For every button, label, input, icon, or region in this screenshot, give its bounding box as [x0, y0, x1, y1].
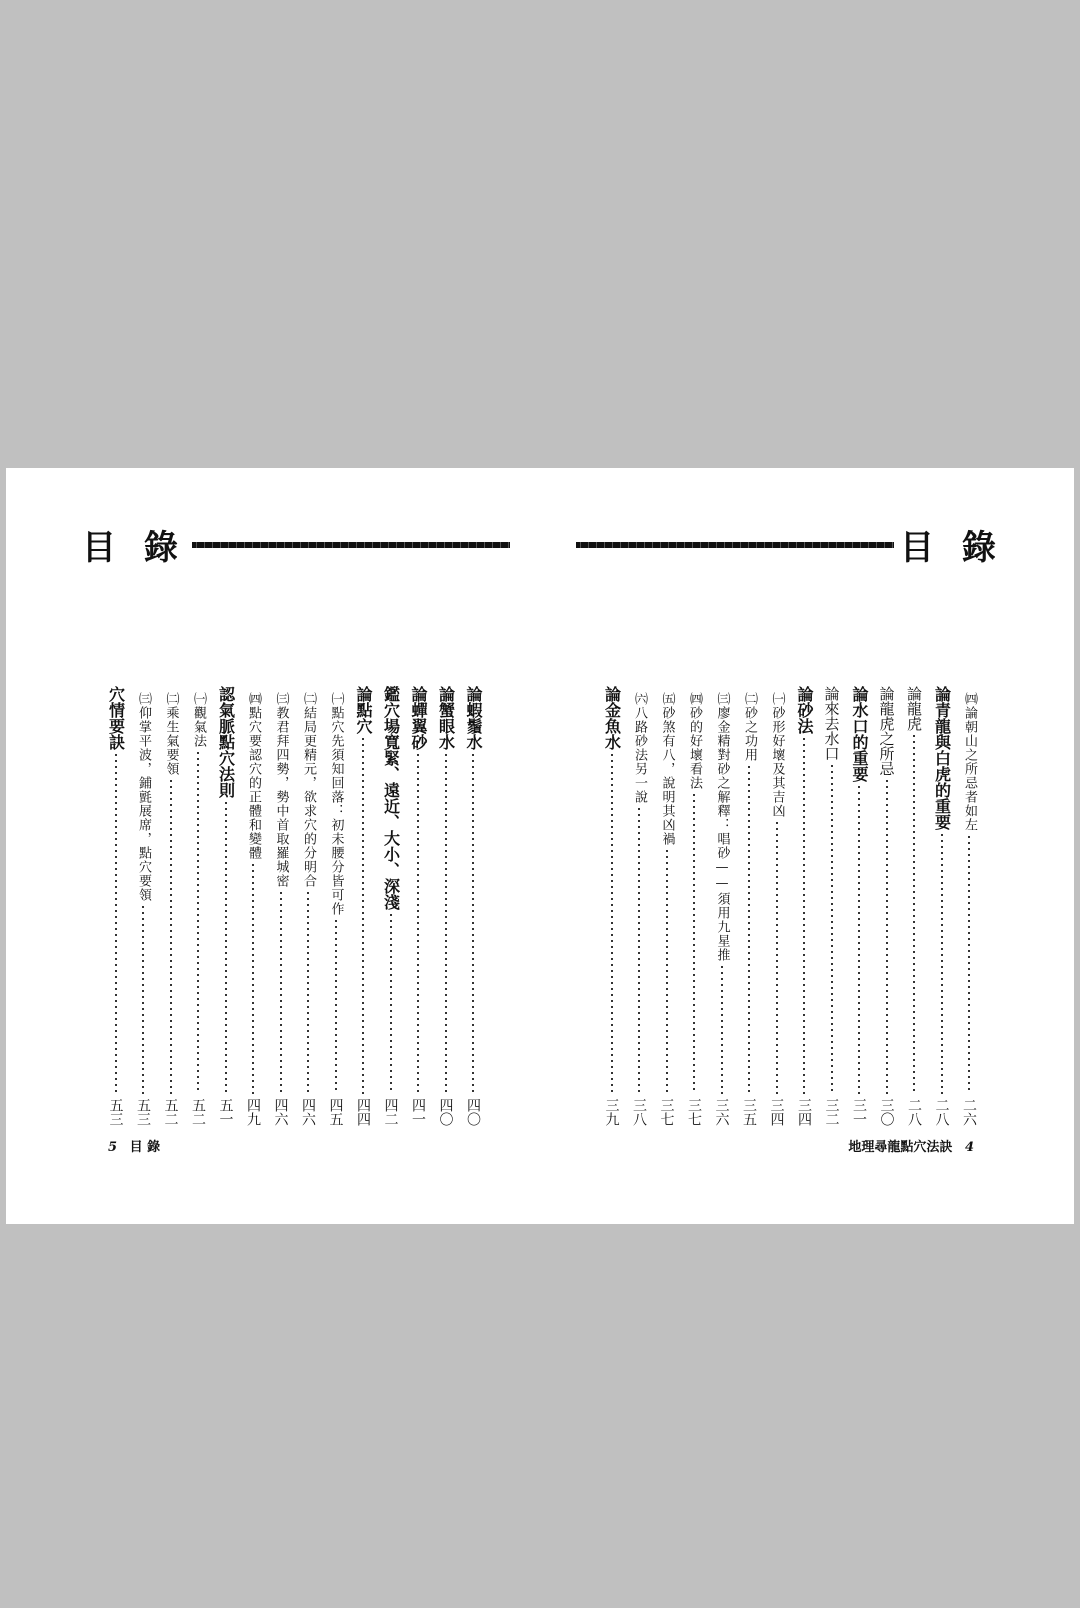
dot-leader [472, 754, 474, 1094]
dot-leader [913, 735, 915, 1094]
toc-entry-page: 三七 [658, 1098, 675, 1126]
dot-leader [225, 802, 227, 1094]
toc-entry [407, 686, 429, 1126]
toc-entry-title: 論來去水口 [822, 686, 841, 761]
toc-entry-page: 三四 [796, 1098, 812, 1126]
right-page-footer [848, 1136, 982, 1155]
toc-entry [903, 686, 925, 1126]
dot-leader [611, 754, 613, 1094]
toc-entry-page: 三五 [741, 1098, 757, 1126]
toc-entry-title: ㈥八路砂法另一說 [632, 692, 647, 804]
dot-leader [197, 752, 199, 1094]
toc-entry-page: 三〇 [878, 1098, 895, 1126]
toc-entry [105, 686, 127, 1126]
toc-entry [242, 686, 264, 1126]
dot-leader [831, 765, 833, 1094]
toc-entry [738, 686, 760, 1126]
toc-entry-title: 論金魚水 [602, 686, 622, 750]
toc-entry-title: 論水口的重要 [850, 686, 869, 782]
toc-entry-page: 三九 [603, 1098, 620, 1126]
toc-entry [132, 686, 154, 1126]
toc-entry-page: 三七 [686, 1098, 702, 1126]
dot-leader [721, 966, 723, 1094]
dot-leader [142, 906, 144, 1094]
toc-entry-page: 五一 [217, 1098, 234, 1126]
toc-entry [766, 686, 788, 1126]
toc-entry-title: ㈢教君拜四勢，勢中首取羅城密 [273, 692, 289, 888]
toc-entry [215, 686, 237, 1126]
toc-entry-page: 四六 [272, 1098, 289, 1126]
toc-entry-page: 四六 [300, 1098, 316, 1126]
footer-label: 目 錄 [129, 1140, 161, 1155]
dot-leader [417, 754, 419, 1094]
dot-leader [776, 822, 778, 1094]
toc-entry [462, 686, 484, 1126]
toc-entry-page: 四一 [410, 1098, 426, 1126]
toc-entry [628, 686, 650, 1126]
toc-entry-page: 五三 [135, 1098, 151, 1126]
toc-entry-page: 三一 [851, 1098, 867, 1126]
heading-text: 目 錄 [900, 528, 1004, 568]
toc-entry-title: 鑑穴場寬緊、遠近、大小、深淺 [381, 686, 401, 910]
toc-entry-title: 論龍虎之所忌 [877, 686, 896, 776]
toc-entry-title: ㈢仰掌平波，鋪氈展席，點穴要領 [136, 692, 151, 902]
dot-leader [362, 738, 364, 1094]
toc-entry-title: ㈠砂形好壞及其吉凶 [769, 692, 785, 818]
toc-entry-title: ㈣點穴要認穴的正體和變體 [246, 692, 261, 860]
toc-entry [325, 686, 347, 1126]
toc-entry-title: ㈣砂的好壞看法 [687, 692, 702, 790]
dot-leader [115, 754, 117, 1094]
toc-entry-title: ㈤砂煞有八，說明其凶禍 [659, 692, 675, 846]
dot-leader [968, 836, 970, 1094]
page-number: 4 [964, 1140, 974, 1155]
toc-entry-title: 論龍虎 [905, 686, 923, 731]
dot-leader [693, 794, 695, 1094]
dot-leader [252, 864, 254, 1094]
dot-leader [666, 850, 668, 1094]
toc-entry-title: 論蟬翼砂 [409, 686, 428, 750]
dot-leader [858, 786, 860, 1094]
dot-leader [307, 892, 309, 1094]
toc-entry-page: 五二 [162, 1098, 179, 1126]
toc-entry [958, 686, 980, 1126]
toc-entry [160, 686, 182, 1126]
toc-entry-page: 五三 [107, 1098, 124, 1126]
heading-text: 目 錄 [82, 528, 186, 568]
footer-label: 地理尋龍點穴法訣 [848, 1140, 953, 1155]
heading-rule [192, 542, 510, 548]
toc-entry-page: 三二 [823, 1098, 840, 1126]
dot-leader [941, 834, 943, 1094]
right-page [540, 468, 1074, 1224]
left-page [6, 468, 540, 1224]
dot-leader [445, 754, 447, 1094]
toc-entry [435, 686, 457, 1126]
book-spread [6, 468, 1074, 1224]
toc-entry-page: 二八 [933, 1098, 950, 1126]
toc-entry [270, 686, 292, 1126]
toc-entry-page: 四五 [327, 1098, 344, 1126]
toc-entry-title: 論蝦鬚水 [464, 686, 483, 750]
toc-entry [821, 686, 843, 1126]
dot-leader [280, 892, 282, 1094]
toc-entry-page: 三六 [713, 1098, 730, 1126]
toc-entry-page: 二八 [906, 1098, 922, 1126]
right-page-heading [570, 520, 1004, 569]
toc-entry-page: 四二 [382, 1098, 399, 1126]
toc-entry-title: ㈠觀氣法 [191, 692, 206, 748]
toc-entry-title: ㈡乘生氣要領 [163, 692, 179, 776]
toc-entry-title: 論青龍與白虎的重要 [932, 686, 952, 830]
toc-entry [656, 686, 678, 1126]
toc-entry [683, 686, 705, 1126]
toc-entry-title: ㈣論朝山之所忌者如左 [962, 692, 977, 832]
toc-entry-title: 論蟹眼水 [436, 686, 456, 750]
dot-leader [170, 780, 172, 1094]
toc-entry [931, 686, 953, 1126]
toc-entry [848, 686, 870, 1126]
toc-entry-title: ㈠點穴先須知回落：初未腰分皆可作 [328, 692, 344, 916]
toc-entry-page: 三四 [768, 1098, 785, 1126]
toc-entry-page: 三八 [631, 1098, 647, 1126]
left-page-heading [82, 520, 516, 569]
toc-entry [793, 686, 815, 1126]
toc-entry-title: ㈡砂之功用 [742, 692, 757, 762]
toc-entry [297, 686, 319, 1126]
toc-entry-page: 四九 [245, 1098, 261, 1126]
dot-leader [390, 914, 392, 1094]
dot-leader [748, 766, 750, 1094]
toc-entry-title: 論點穴 [354, 686, 373, 734]
heading-rule [576, 542, 894, 548]
toc-entry [876, 686, 898, 1126]
dot-leader [803, 738, 805, 1094]
toc-entry-page: 四〇 [465, 1098, 481, 1126]
toc-entry-page: 四四 [355, 1098, 371, 1126]
toc-entry-title: ㈢廖金精對砂之解釋：唱砂——須用九星推 [714, 692, 730, 962]
toc-entry [601, 686, 623, 1126]
left-page-footer [100, 1136, 160, 1155]
toc-entry-title: ㈡結局更精元，欲求穴的分明合 [301, 692, 316, 888]
dot-leader [638, 808, 640, 1094]
toc-entry-page: 二六 [961, 1098, 977, 1126]
toc-entry-title: 穴情要訣 [106, 686, 126, 750]
dot-leader [335, 920, 337, 1094]
toc-entry [711, 686, 733, 1126]
toc-entry-title: 認氣脈點穴法則 [216, 686, 236, 798]
toc-entry-title: 論砂法 [795, 686, 814, 734]
toc-entry [380, 686, 402, 1126]
page-number: 5 [108, 1140, 118, 1155]
toc-entry [352, 686, 374, 1126]
toc-entry [187, 686, 209, 1126]
toc-entry-page: 五二 [190, 1098, 206, 1126]
dot-leader [886, 780, 888, 1094]
toc-entry-page: 四〇 [437, 1098, 454, 1126]
